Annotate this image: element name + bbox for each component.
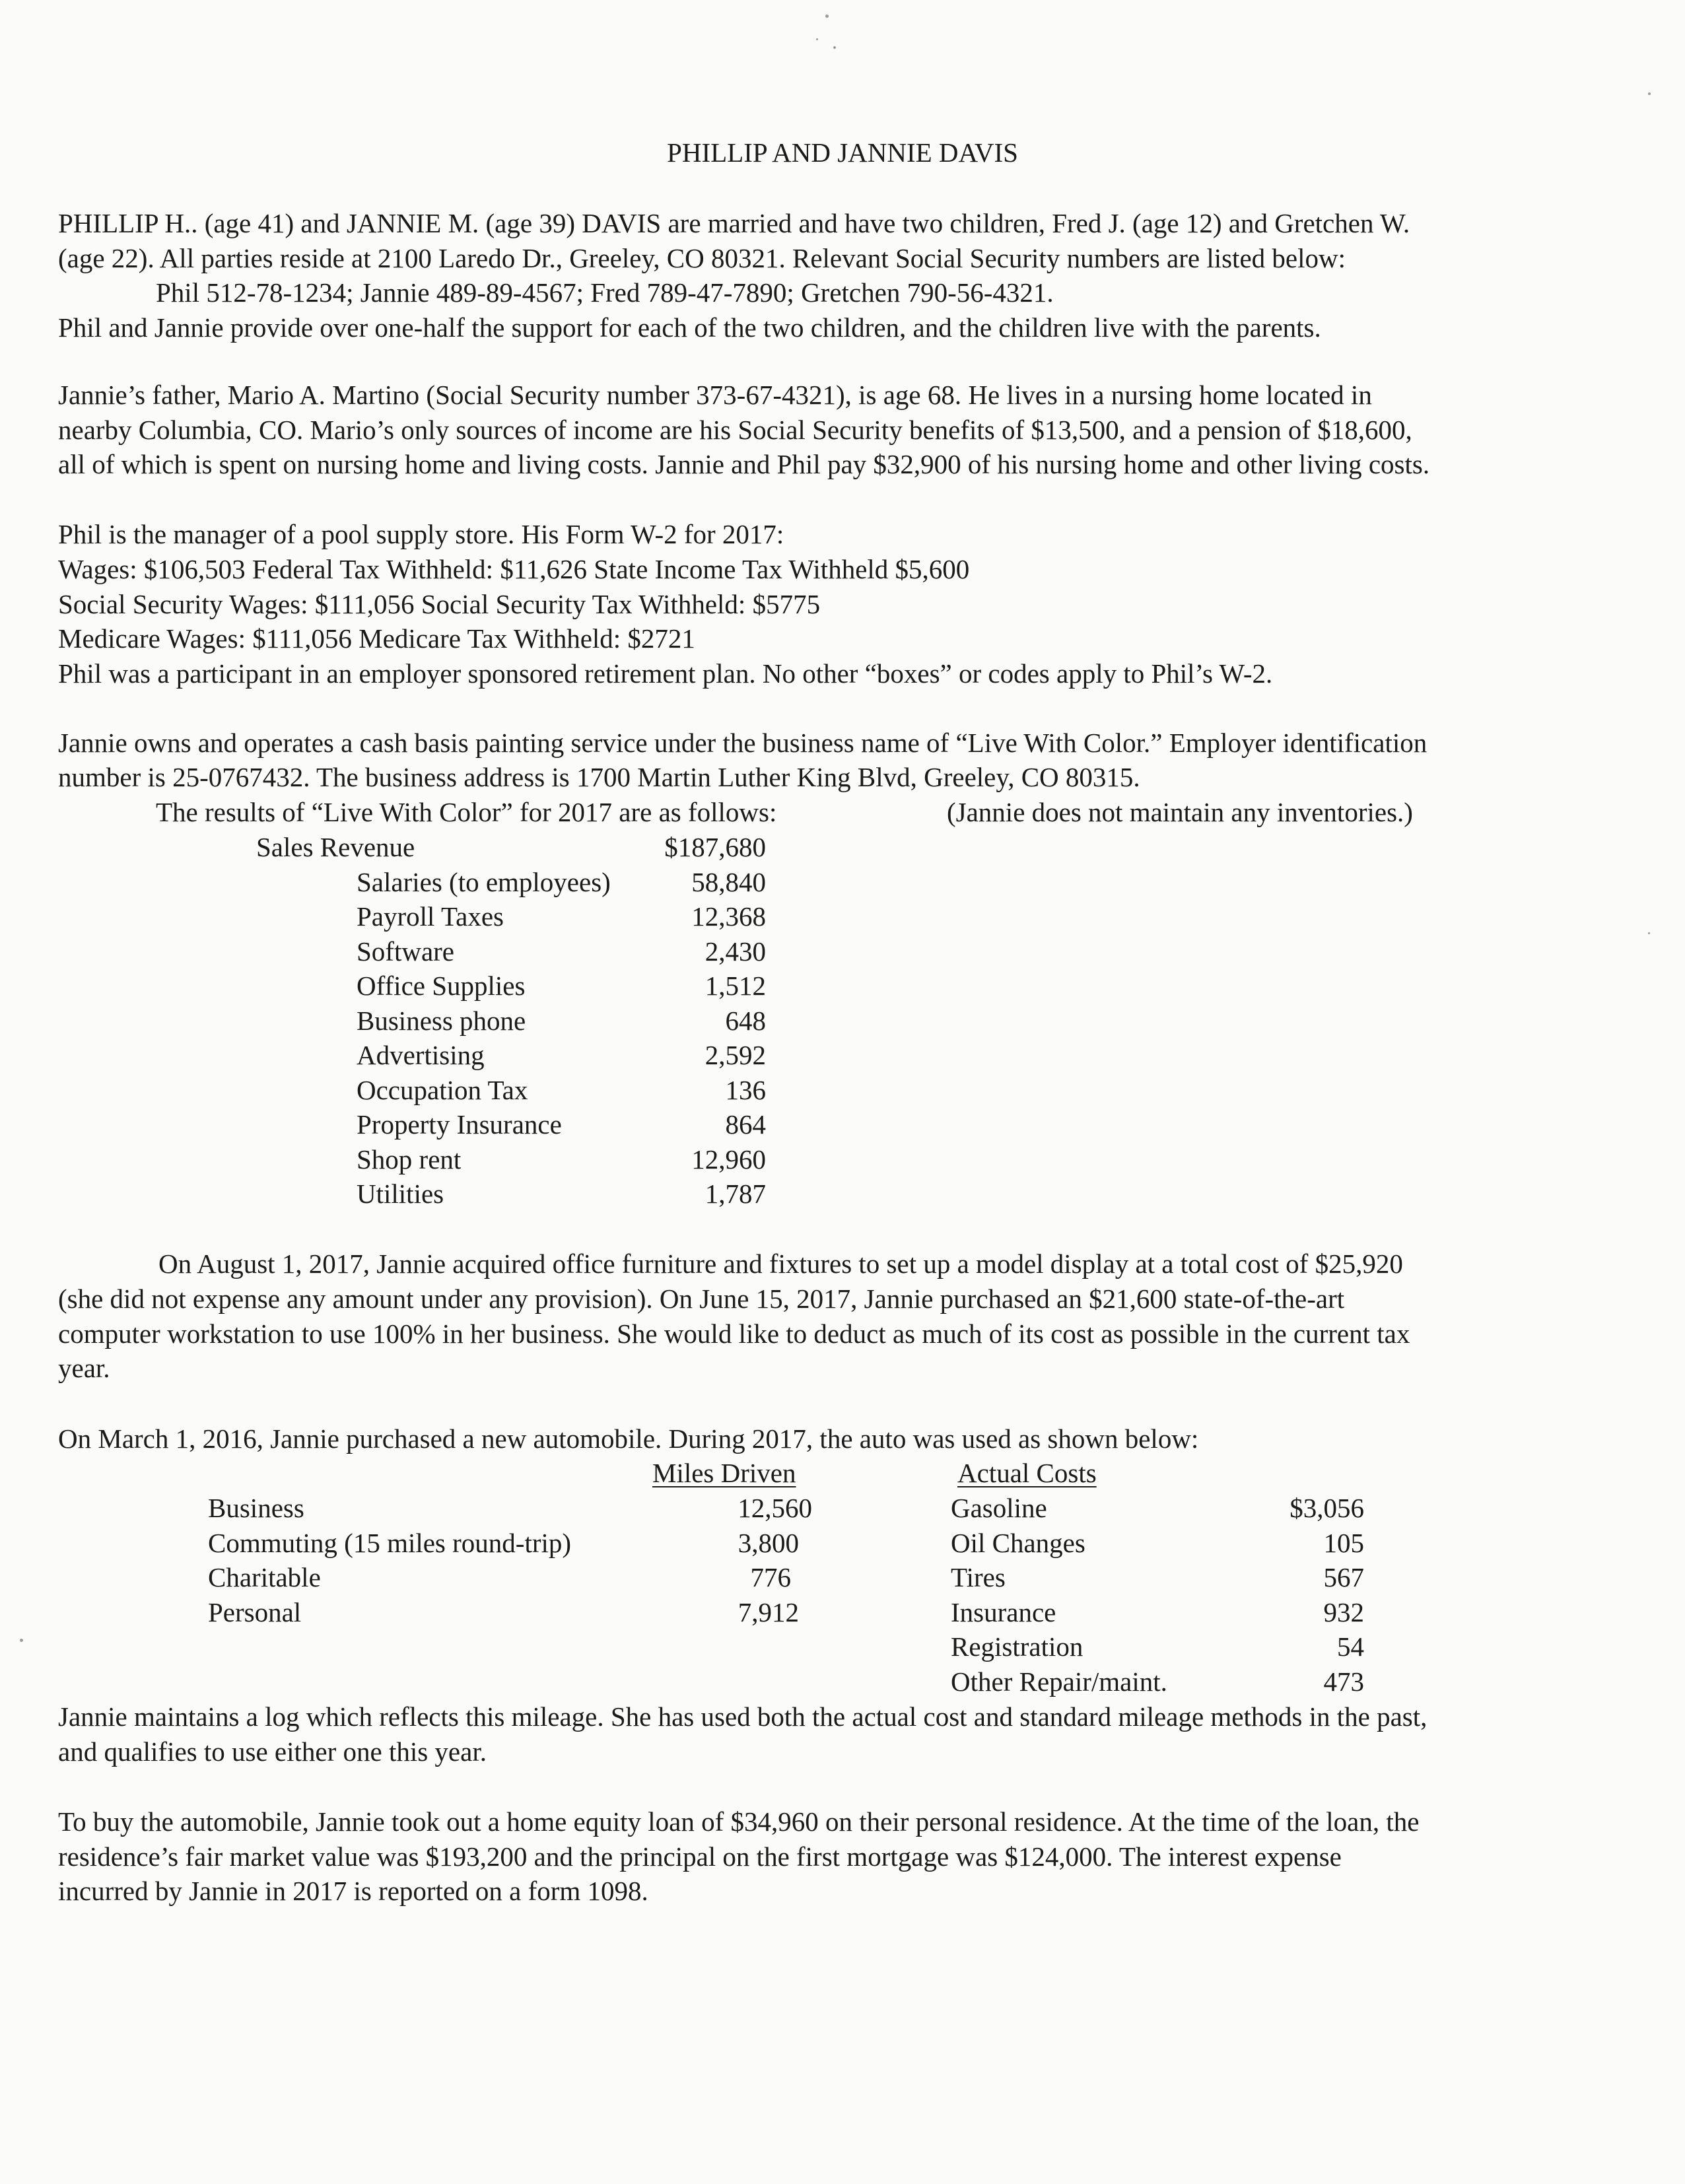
cost-value: 54 [1337,1631,1364,1662]
revenue-value: $187,680 [664,832,766,862]
assets-line: (she did not expense any amount under any provision). On June 15, 2017, Jannie purchased an $21,600 state-of-the-art [58,1283,1345,1314]
log-line: and qualifies to use either one this year. [58,1736,487,1767]
w2-line: Social Security Wages: $111,056 Social Security Tax Withheld: $5775 [58,589,821,619]
expense-value: 1,787 [705,1178,766,1209]
expense-label: Advertising [357,1040,485,1070]
business-line: Jannie owns and operates a cash basis painting service under the business name of “Live With Color.” Employer identification [58,728,1427,758]
expense-label: Shop rent [357,1144,462,1175]
loan-line: To buy the automobile, Jannie took out a home equity loan of $34,960 on their personal residence. At the time of the loan, the [58,1806,1420,1837]
cost-value: 932 [1323,1597,1364,1627]
miles-header: Miles Driven [652,1458,796,1488]
cost-label: Insurance [951,1597,1056,1627]
scan-speck [1648,932,1650,934]
assets-line: computer workstation to use 100% in her business. She would like to deduct as much of its cost as possible in the current tax [58,1318,1410,1349]
cost-value: 105 [1323,1528,1364,1558]
intro-line: Phil and Jannie provide over one-half the support for each of the two children, and the children live with the parents. [58,312,1321,343]
expense-label: Occupation Tax [357,1075,528,1105]
expense-value: 12,368 [691,901,766,932]
ssn-line: Phil 512-78-1234; Jannie 489-89-4567; Fred 789-47-7890; Gretchen 790-56-4321. [156,277,1054,308]
expense-value: 12,960 [691,1144,766,1175]
intro-line: (age 22). All parties reside at 2100 Laredo Dr., Greeley, CO 80321. Relevant Social Security numbers are listed below: [58,243,1346,273]
father-line: Jannie’s father, Mario A. Martino (Social Security number 373-67-4321), is age 68. He lives in a nursing home located in [58,380,1372,410]
costs-header: Actual Costs [957,1458,1097,1488]
mileage-value: 7,912 [738,1597,799,1627]
business-line: number is 25-0767432. The business address is 1700 Martin Luther King Blvd, Greeley, CO 80315. [58,762,1140,792]
log-line: Jannie maintains a log which reflects this mileage. She has used both the actual cost and standard mileage methods in the past, [58,1701,1427,1732]
expense-label: Payroll Taxes [357,901,504,932]
w2-line: Phil is the manager of a pool supply store. His Form W-2 for 2017: [58,519,784,549]
expense-value: 2,592 [705,1040,766,1070]
cost-label: Oil Changes [951,1528,1085,1558]
w2-line: Wages: $106,503 Federal Tax Withheld: $11,626 State Income Tax Withheld $5,600 [58,554,970,584]
cost-label: Tires [951,1562,1006,1592]
expense-label: Property Insurance [357,1109,562,1140]
scan-speck [1648,92,1651,95]
mileage-label: Personal [208,1597,302,1627]
mileage-value: 12,560 [738,1493,812,1523]
cost-value: 473 [1323,1666,1364,1697]
mileage-label: Commuting (15 miles round-trip) [208,1528,572,1558]
expense-value: 864 [725,1109,766,1140]
revenue-label: Sales Revenue [256,832,415,862]
scan-speck [816,38,818,40]
mileage-value: 776 [750,1562,791,1592]
intro-line: PHILLIP H.. (age 41) and JANNIE M. (age 39) DAVIS are married and have two children, Fred J. (age 12) and Gretchen W. [58,208,1410,238]
cost-value: 567 [1323,1562,1364,1592]
cost-label: Registration [951,1631,1083,1662]
w2-line: Phil was a participant in an employer sponsored retirement plan. No other “boxes” or codes apply to Phil’s W-2. [58,658,1273,689]
expense-value: 2,430 [705,936,766,967]
expense-value: 136 [725,1075,766,1105]
auto-intro: On March 1, 2016, Jannie purchased a new automobile. During 2017, the auto was used as shown below: [58,1423,1199,1454]
mileage-label: Charitable [208,1562,321,1592]
assets-line: year. [58,1353,110,1383]
expense-label: Salaries (to employees) [357,867,611,897]
expense-label: Business phone [357,1006,526,1036]
scan-speck [20,1639,23,1642]
expense-label: Office Supplies [357,971,526,1001]
father-line: all of which is spent on nursing home and living costs. Jannie and Phil pay $32,900 of his nursing home and other living costs. [58,449,1430,479]
page-title: PHILLIP AND JANNIE DAVIS [667,137,1018,168]
loan-line: incurred by Jannie in 2017 is reported on a form 1098. [58,1876,648,1906]
cost-label: Other Repair/maint. [951,1666,1167,1697]
father-line: nearby Columbia, CO. Mario’s only sources of income are his Social Security benefits of $13,500, and a pension of $18,600, [58,415,1412,445]
scan-speck [825,15,829,18]
cost-label: Gasoline [951,1493,1047,1523]
inventory-note: (Jannie does not maintain any inventories.) [947,797,1413,827]
loan-line: residence’s fair market value was $193,200 and the principal on the first mortgage was $124,000. The interest expense [58,1841,1342,1872]
mileage-value: 3,800 [738,1528,799,1558]
w2-line: Medicare Wages: $111,056 Medicare Tax Withheld: $2721 [58,623,695,654]
assets-line: On August 1, 2017, Jannie acquired office furniture and fixtures to set up a model display at a total cost of $25,920 [158,1248,1403,1279]
cost-value: $3,056 [1290,1493,1364,1523]
expense-value: 1,512 [705,971,766,1001]
results-intro: The results of “Live With Color” for 2017 are as follows: [156,797,777,827]
expense-label: Software [357,936,455,967]
expense-value: 648 [725,1006,766,1036]
scan-speck [833,46,836,49]
mileage-label: Business [208,1493,304,1523]
expense-label: Utilities [357,1178,444,1209]
expense-value: 58,840 [691,867,766,897]
